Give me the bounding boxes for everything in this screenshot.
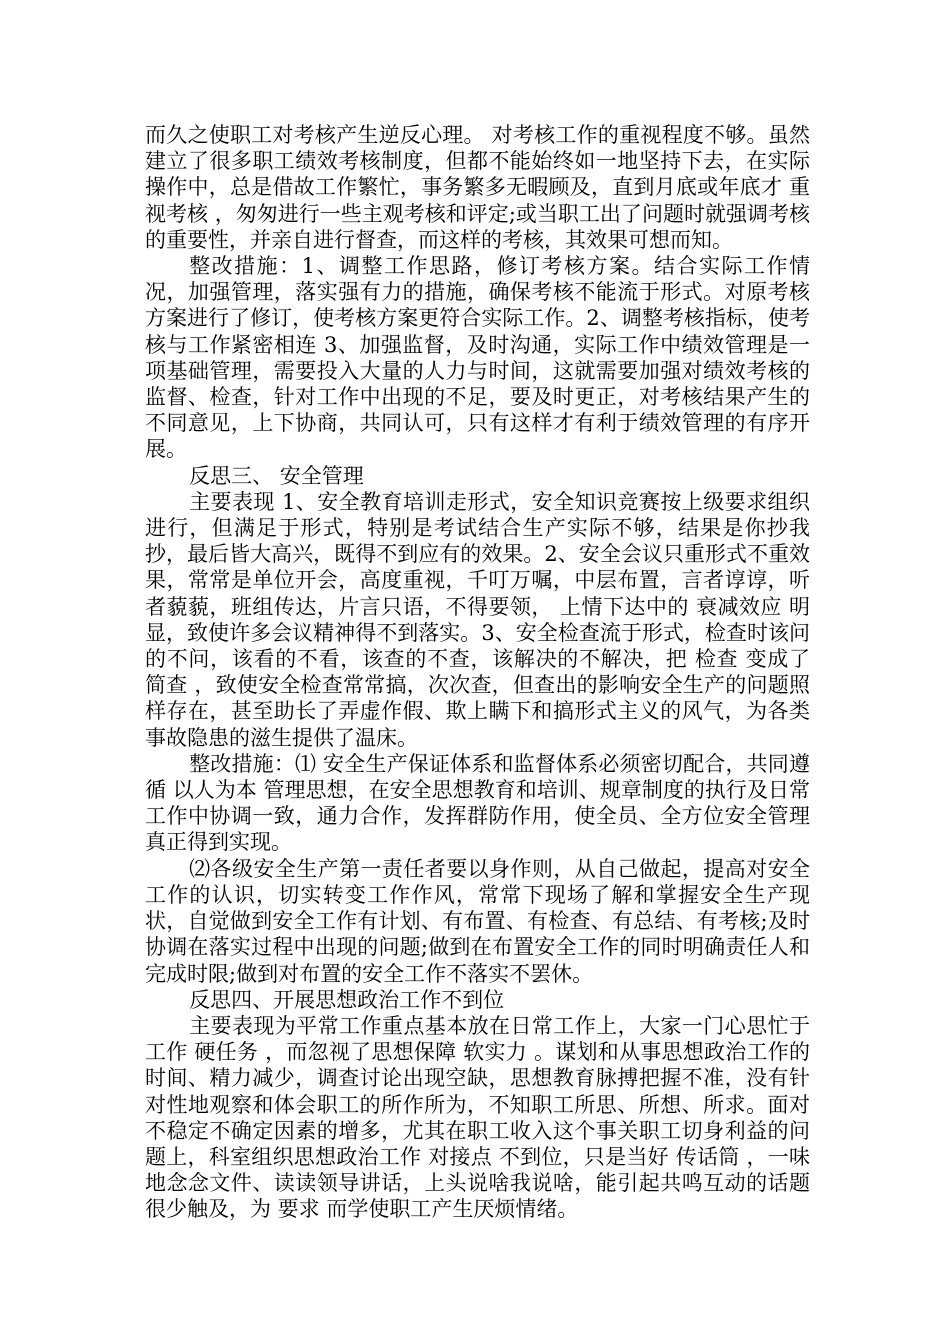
paragraph-political-work-problems: 主要表现为平常工作重点基本放在日常工作上，大家一门心思忙于工作 硬任务 ，而忽视了思想保障 软实力 。谋划和从事思想政治工作的时间、精力减少，调查讨论出现空缺，思想教育脉搏把握不准，没有针对性地观察和体会职工的所作所为，不知职工所思、所想、所求。面对不稳定不确定因素的增多，尤其在职工收入这个事关职工切身利益的问题上，科室组织思想政治工作 对接点 不到位，只是当好 传话筒 ，一味地念念文件、读读领导讲话，上头说啥我说啥，能引起共鸣互动的话题很少触及，为 要求 而学使职工产生厌烦情绪。 [145, 1013, 810, 1222]
paragraph-appraisal-problem: 而久之使职工对考核产生逆反心理。 对考核工作的重视程度不够。虽然建立了很多职工绩效考核制度，但都不能始终如一地坚持下去，在实际操作中，总是借故工作繁忙，事务繁多无暇顾及，直到月底或年底才 重视考核 ，匆匆进行一些主观考核和评定;或当职工出了问题时就强调考核的重要性，并亲自进行督查，而这样的考核，其效果可想而知。 [145, 123, 810, 252]
paragraph-safety-measures-1: 整改措施：⑴ 安全生产保证体系和监督体系必须密切配合，共同遵循 以人为本 管理思想，在安全思想教育和培训、规章制度的执行及日常工作中协调一致，通力合作，发挥群防作用，使全员、全方位安全管理真正得到实现。 [145, 751, 810, 855]
paragraph-safety-measures-2: ⑵各级安全生产第一责任者要以身作则，从自己做起，提高对安全工作的认识，切实转变工作作风，常常下现场了解和掌握安全生产现状，自觉做到安全工作有计划、有布置、有检查、有总结、有考核;及时协调在落实过程中出现的问题;做到在布置安全工作的同时明确责任人和完成时限;做到对布置的安全工作不落实不罢休。 [145, 856, 810, 986]
paragraph-appraisal-measures: 整改措施：1、调整工作思路，修订考核方案。结合实际工作情况，加强管理，落实强有力的措施，确保考核不能流于形式。对原考核方案进行了修订，使考核方案更符合实际工作。2、调整考核指标，使考核与工作紧密相连 3、加强监督，及时沟通，实际工作中绩效管理是一项基础管理，需要投入大量的人力与时间，这就需要加强对绩效考核的监督、检查，针对工作中出现的不足，要及时更正，对考核结果产生的不同意见，上下协商，共同认可，只有这样才有利于绩效管理的有序开展。 [145, 254, 810, 462]
paragraph-safety-problems: 主要表现 1、安全教育培训走形式，安全知识竞赛按上级要求组织进行，但满足于形式，特别是考试结合生产实际不够，结果是你抄我抄，最后皆大高兴，既得不到应有的效果。2、安全会议只重形式不重效果，常常是单位开会，高度重视，千叮万嘱，中层布置，言者谆谆，听者藐藐，班组传达，片言只语，不得要领， 上情下达中的 衰减效应 明显，致使许多会议精神得不到落实。3、安全检查流于形式，检查时该问的不问，该看的不看，该查的不查，该解决的不解决，把 检查 变成了 简查 ，致使安全检查常常搞，次次查，但查出的影响安全生产的问题照样存在，甚至助长了弄虚作假、欺上瞒下和搞形式主义的风气，为各类事故隐患的滋生提供了温床。 [145, 489, 810, 750]
document-page [145, 122, 810, 1223]
section-heading-safety: 反思三、 安全管理 [189, 463, 364, 488]
section-heading-political-work: 反思四、开展思想政治工作不到位 [189, 987, 505, 1012]
